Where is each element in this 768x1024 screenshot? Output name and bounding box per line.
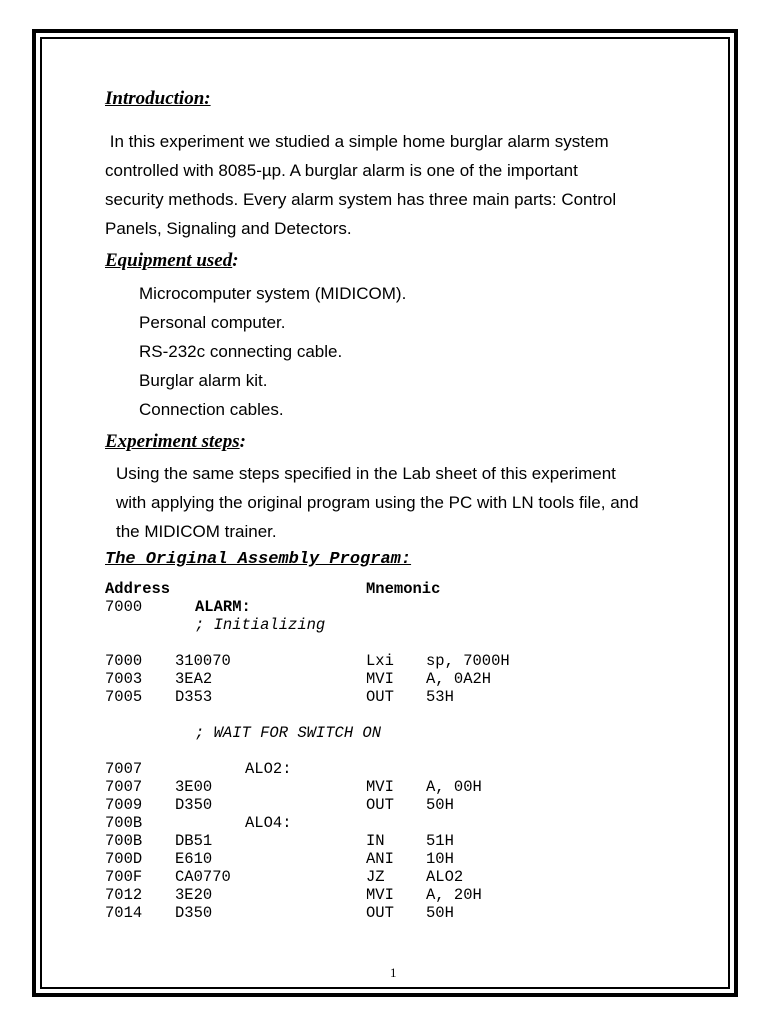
equipment-item: RS-232c connecting cable. [139, 342, 343, 361]
code-address: 7014 [105, 904, 143, 922]
equipment-heading: Equipment used: [105, 250, 239, 271]
code-bytes: D350 [175, 904, 213, 922]
steps-heading: Experiment steps: [105, 431, 246, 452]
code-operand: sp, 7000H [426, 652, 510, 670]
alarm-label: ALARM: [195, 598, 251, 616]
code-opcode: ANI [366, 850, 394, 868]
code-opcode: MVI [366, 778, 394, 796]
equipment-item: Burglar alarm kit. [139, 371, 268, 390]
code-operand: A, 20H [426, 886, 482, 904]
code-opcode: JZ [366, 868, 385, 886]
code-opcode: OUT [366, 796, 394, 814]
code-address: 7009 [105, 796, 143, 814]
page-number: 1 [390, 965, 397, 980]
code-operand: 53H [426, 688, 454, 706]
code-label: ALO2: [245, 760, 292, 778]
code-address: 700F [105, 868, 143, 886]
code-address: 7000 [105, 652, 143, 670]
code-opcode: OUT [366, 904, 394, 922]
code-address: 7012 [105, 886, 143, 904]
code-operand: A, 00H [426, 778, 482, 796]
code-operand: A, 0A2H [426, 670, 492, 688]
code-operand: 50H [426, 796, 454, 814]
equipment-list [139, 279, 709, 424]
code-opcode: Lxi [366, 652, 394, 670]
code-bytes: 3E00 [175, 778, 213, 796]
code-bytes: CA0770 [175, 868, 231, 886]
code-operand: 50H [426, 904, 454, 922]
steps-line: with applying the original program using the PC with LN tools file, and [116, 493, 639, 512]
intro-line: Panels, Signaling and Detectors. [105, 219, 352, 238]
code-address: 7005 [105, 688, 143, 706]
comment-wait: ; WAIT FOR SWITCH ON [195, 724, 382, 742]
intro-paragraph [105, 127, 675, 243]
code-operand: ALO2 [426, 868, 464, 886]
intro-line: controlled with 8085-µp. A burglar alarm is one of the important [105, 161, 578, 180]
code-address: 7007 [105, 778, 143, 796]
equipment-item: Connection cables. [139, 400, 284, 419]
code-bytes: D353 [175, 688, 213, 706]
intro-heading: Introduction: [105, 88, 211, 109]
code-bytes: D350 [175, 796, 213, 814]
code-opcode: MVI [366, 670, 394, 688]
code-opcode: MVI [366, 886, 394, 904]
equipment-item: Microcomputer system (MIDICOM). [139, 284, 407, 303]
steps-line: Using the same steps specified in the Lab sheet of this experiment [116, 464, 616, 483]
code-operand: 10H [426, 850, 454, 868]
column-header-mnemonic: Mnemonic [366, 580, 441, 598]
intro-line: security methods. Every alarm system has three main parts: Control [105, 190, 617, 209]
steps-line: the MIDICOM trainer. [116, 522, 277, 541]
code-operand: 51H [426, 832, 454, 850]
comment-initializing: ; Initializing [195, 616, 326, 634]
code-address: 7003 [105, 670, 143, 688]
column-header-address: Address [105, 580, 171, 598]
code-opcode: OUT [366, 688, 394, 706]
code-bytes: DB51 [175, 832, 213, 850]
program-title: The Original Assembly Program: [105, 550, 412, 569]
code-bytes: 3EA2 [175, 670, 213, 688]
code-address: 700D [105, 850, 143, 868]
code-opcode: IN [366, 832, 385, 850]
equipment-item: Personal computer. [139, 313, 286, 332]
code-address: 700B [105, 832, 143, 850]
code-address: 7007 [105, 760, 143, 778]
steps-paragraph [116, 459, 696, 546]
intro-line: In this experiment we studied a simple home burglar alarm system [105, 132, 609, 151]
code-bytes: E610 [175, 850, 213, 868]
code-address: 700B [105, 814, 143, 832]
code-bytes: 3E20 [175, 886, 213, 904]
alarm-address: 7000 [105, 598, 143, 616]
code-bytes: 310070 [175, 652, 231, 670]
code-label: ALO4: [245, 814, 292, 832]
